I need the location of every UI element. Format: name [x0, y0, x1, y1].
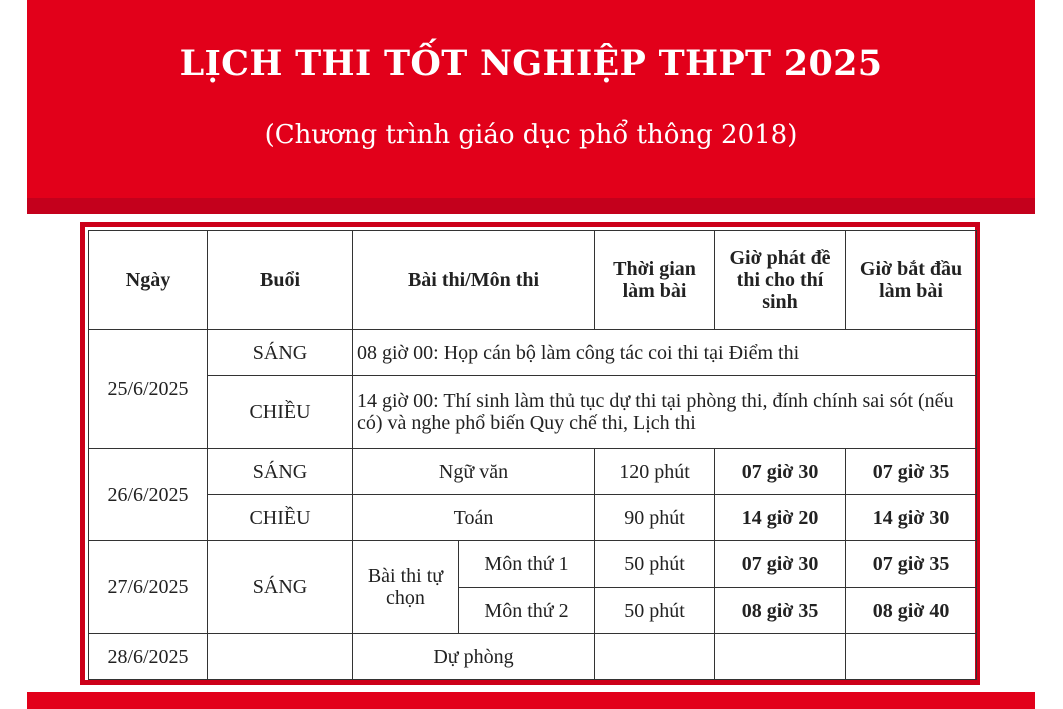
distribute-time-cell: 07 giờ 30 — [715, 541, 846, 588]
duration-cell — [595, 634, 715, 680]
col-header-date: Ngày — [89, 231, 208, 330]
elective-group-cell: Bài thi tự chọn — [353, 541, 459, 634]
session-cell — [208, 634, 353, 680]
session-cell: CHIỀU — [208, 376, 353, 449]
table-row — [89, 541, 977, 588]
duration-cell: 50 phút — [595, 541, 715, 588]
col-header-duration: Thời gian làm bài — [595, 231, 715, 330]
distribute-time-cell: 08 giờ 35 — [715, 588, 846, 634]
col-header-subject: Bài thi/Môn thi — [353, 231, 595, 330]
col-header-distribute-time: Giờ phát đề thi cho thí sinh — [715, 231, 846, 330]
schedule-frame — [80, 222, 980, 685]
distribute-time-cell — [715, 634, 846, 680]
schedule-table — [88, 230, 977, 680]
subject-cell: Toán — [353, 495, 595, 541]
header-row — [89, 231, 977, 330]
banner-shadow — [27, 198, 1035, 214]
page-title: LỊCH THI TỐT NGHIỆP THPT 2025 — [179, 43, 883, 84]
date-cell: 26/6/2025 — [89, 449, 208, 541]
note-cell: 08 giờ 00: Họp cán bộ làm công tác coi thi tại Điểm thi — [353, 330, 977, 376]
note-cell: 14 giờ 00: Thí sinh làm thủ tục dự thi tại phòng thi, đính chính sai sót (nếu có) và nghe phổ biến Quy chế thi, Lịch thi — [353, 376, 977, 449]
session-cell: SÁNG — [208, 330, 353, 376]
date-cell: 28/6/2025 — [89, 634, 208, 680]
session-cell: SÁNG — [208, 449, 353, 495]
subject-cell: Dự phòng — [353, 634, 595, 680]
page-subtitle: (Chương trình giáo dục phổ thông 2018) — [264, 120, 798, 150]
start-time-cell: 07 giờ 35 — [846, 449, 977, 495]
subject-cell: Môn thứ 1 — [459, 541, 595, 588]
session-cell: SÁNG — [208, 541, 353, 634]
subject-cell: Môn thứ 2 — [459, 588, 595, 634]
date-cell: 25/6/2025 — [89, 330, 208, 449]
table-row — [89, 495, 977, 541]
footer-bar — [27, 692, 1035, 709]
start-time-cell: 07 giờ 35 — [846, 541, 977, 588]
date-cell: 27/6/2025 — [89, 541, 208, 634]
header-banner — [27, 0, 1035, 214]
duration-cell: 90 phút — [595, 495, 715, 541]
session-cell: CHIỀU — [208, 495, 353, 541]
duration-cell: 120 phút — [595, 449, 715, 495]
table-row — [89, 634, 977, 680]
duration-cell: 50 phút — [595, 588, 715, 634]
table-row — [89, 376, 977, 449]
subject-cell: Ngữ văn — [353, 449, 595, 495]
start-time-cell — [846, 634, 977, 680]
distribute-time-cell: 07 giờ 30 — [715, 449, 846, 495]
col-header-start-time: Giờ bắt đầu làm bài — [846, 231, 977, 330]
col-header-session: Buổi — [208, 231, 353, 330]
table-row — [89, 330, 977, 376]
table-row — [89, 449, 977, 495]
start-time-cell: 08 giờ 40 — [846, 588, 977, 634]
start-time-cell: 14 giờ 30 — [846, 495, 977, 541]
distribute-time-cell: 14 giờ 20 — [715, 495, 846, 541]
